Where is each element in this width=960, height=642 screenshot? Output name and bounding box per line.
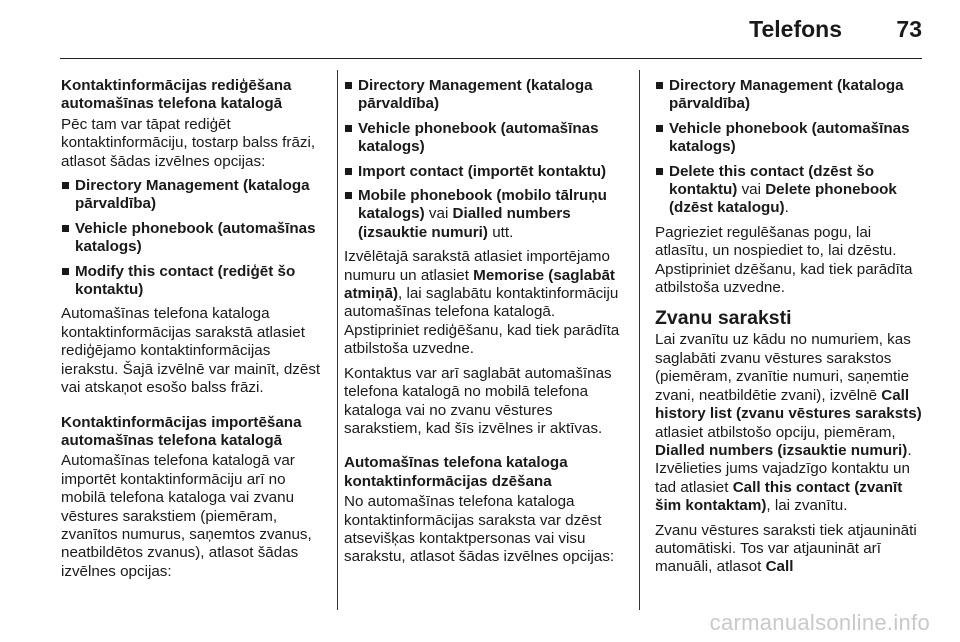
page-title: Telefons (749, 16, 842, 42)
column-3 (655, 77, 923, 583)
menu-option: Mobile phonebook (mobilo tālruņu katalogs) (358, 187, 607, 223)
list-item: Import contact (importēt kontaktu) (344, 163, 624, 181)
list-item: Directory Management (kataloga pārvaldība) (61, 177, 331, 214)
menu-option: Memorise (saglabāt atmiņā) (344, 266, 615, 303)
page-header (0, 0, 960, 62)
column-1 (61, 77, 331, 587)
menu-option: Call history list (zvanu vēstures saraksts) (655, 386, 922, 423)
column-divider-1 (337, 70, 338, 610)
section-heading-delete-contact: Automašīnas telefona kataloga kontaktinformācijas dzēšana (344, 454, 568, 490)
header-divider (60, 58, 922, 59)
paragraph: Lai zvanītu uz kādu no numuriem, kas saglabāti zvanu vēstures sarakstos (piemēram, zvanītie numuri, saņemtie zvani, neatbildētie zvani), izvēlnē Call history list (zvanu vēstures saraksts) atlasiet atbilstošo opciju, piemēram, Dialled numbers (izsauktie numuri). Izvēlieties jums vajadzīgo kontaktu un tad atlasiet Call this contact (zvanīt šim kontaktam), lai zvanītu. (655, 331, 922, 515)
list-item: Delete this contact (dzēst šo kontaktu) vai Delete phonebook (dzēst katalogu). (655, 163, 923, 218)
menu-option: Call (765, 558, 794, 576)
list-item: Vehicle phonebook (automašīnas katalogs) (61, 220, 331, 257)
menu-option: Call this contact (zvanīt šim kontaktam) (655, 478, 903, 515)
watermark: carmanualsonline.info (709, 610, 930, 635)
list-item: Directory Management (kataloga pārvaldība) (655, 77, 923, 114)
list-item: Modify this contact (rediģēt šo kontaktu) (61, 263, 331, 300)
paragraph: Kontaktus var arī saglabāt automašīnas telefona katalogā no mobilā telefona kataloga vai no zvanu vēstures sarakstiem, kad šīs izvēlnes ir aktīvas. (344, 364, 612, 437)
list-item: Vehicle phonebook (automašīnas katalogs) (655, 120, 923, 157)
paragraph: Zvanu vēstures saraksti tiek atjaunināti automātiski. Tos var atjaunināt arī manuāli, atlasot Call (655, 521, 917, 576)
paragraph: Automašīnas telefona katalogā var importēt kontaktinformāciju arī no mobilā telefona kataloga vai zvanu vēstures sarakstiem (piemēram, zvanītos numurus, saņemtos zvanus, neatbildētos zvanus), atlasot šādas izvēlnes opcijas: (61, 452, 312, 580)
column-divider-2 (639, 70, 640, 610)
menu-option: Dialled numbers (izsauktie numuri) (655, 441, 908, 459)
paragraph: Pagrieziet regulēšanas pogu, lai atlasītu, un nospiediet to, lai dzēstu. Apstipriniet dzēšanu, kad tiek parādīta atbilstoša uzvedne. (655, 223, 913, 297)
page-number: 73 (896, 16, 922, 42)
paragraph: No automašīnas telefona kataloga kontaktinformācijas saraksta var dzēst atsevišķas kontaktpersonas vai visu sarakstu, atlasot šādas izvēlnes opcijas: (344, 493, 615, 566)
paragraph: Pēc tam var tāpat rediģēt kontaktinformāciju, tostarp balss frāzi, atlasot šādas izvēlnes opcijas: (61, 115, 316, 170)
section-heading-edit-contact: Kontaktinformācijas rediģēšana automašīnas telefona katalogā (61, 77, 292, 113)
menu-option: Dialled numbers (izsauktie numuri) (358, 205, 571, 241)
section-heading-call-lists: Zvanu saraksti (655, 307, 792, 330)
menu-option: Delete phonebook (dzēst katalogu) (669, 181, 897, 217)
column-2 (344, 77, 624, 573)
list-item: Mobile phonebook (mobilo tālruņu katalogs) vai Dialled numbers (izsauktie numuri) utt. (344, 187, 624, 242)
section-heading-import-contact: Kontaktinformācijas importēšana automašīnas telefona katalogā (61, 413, 302, 449)
menu-option: Delete this contact (dzēst šo kontaktu) (669, 162, 875, 199)
paragraph: Automašīnas telefona kataloga kontaktinformācijas sarakstā atlasiet rediģējamo kontaktinformācijas ierakstu. Šajā izvēlnē var mainīt, dzēst vai atskaņot esošo balss frāzi. (61, 305, 321, 397)
paragraph: Izvēlētajā sarakstā atlasiet importējamo numuru un atlasiet Memorise (saglabāt atmiņā), lai saglabātu kontaktinformāciju automašīnas telefona katalogā. Apstipriniet rediģēšanu, kad tiek parādīta atbilstoša uzvedne. (344, 248, 620, 358)
list-item: Vehicle phonebook (automašīnas katalogs) (344, 120, 624, 157)
list-item: Directory Management (kataloga pārvaldība) (344, 77, 624, 114)
